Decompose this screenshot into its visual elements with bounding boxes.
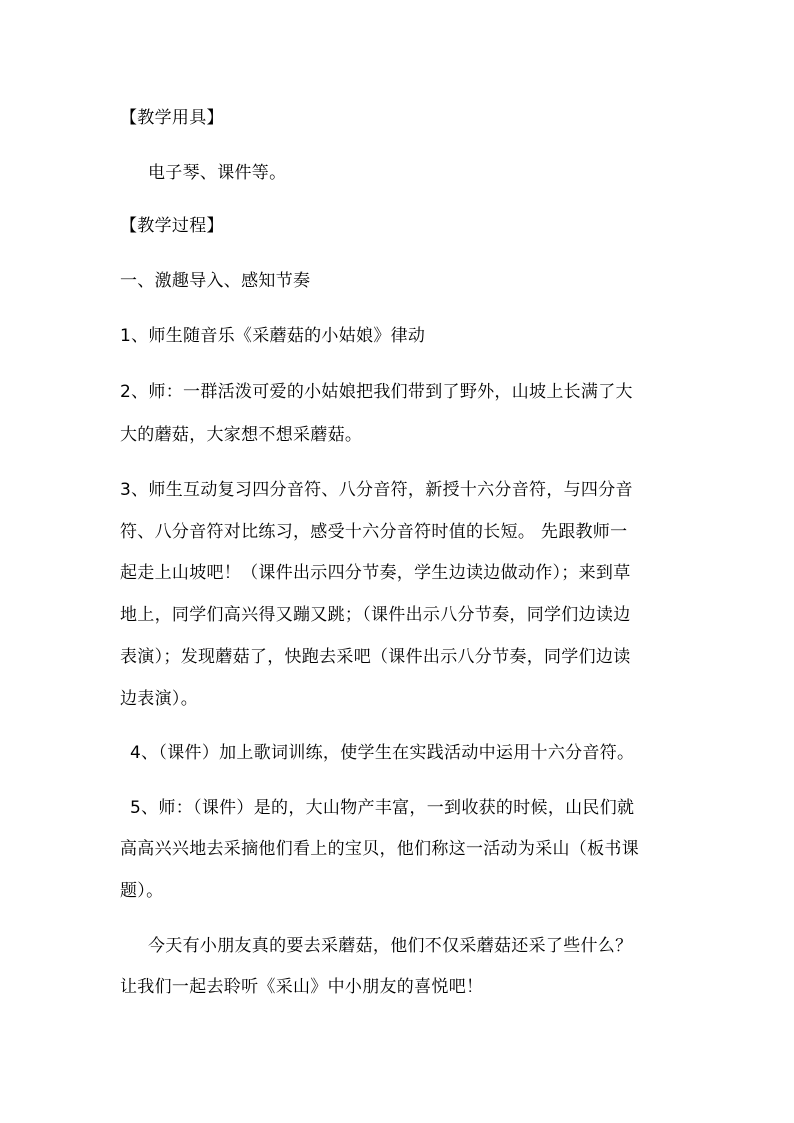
process-item-3-line-3: 起走上山坡吧！（课件出示四分节奏，学生边读边做动作）；来到草 — [120, 563, 631, 583]
heading-teaching-tools: 【教学用具】 — [120, 108, 224, 128]
section-one-title: 一、激趣导入、感知节奏 — [120, 271, 311, 291]
process-item-2-line-1: 2、师：一群活泼可爱的小姑娘把我们带到了野外，山坡上长满了大 — [120, 382, 633, 402]
process-item-3-line-1: 3、师生互动复习四分音符、八分音符，新授十六分音符，与四分音 — [120, 480, 633, 500]
process-item-3-line-2: 符、八分音符对比练习，感受十六分音符时值的长短。 先跟教师一 — [120, 522, 628, 542]
process-item-4: 4、（课件）加上歌词训练，使学生在实践活动中运用十六分音符。 — [130, 743, 635, 763]
process-item-5-line-1: 5、师：（课件）是的，大山物产丰富，一到收获的时候，山民们就 — [130, 798, 635, 818]
process-item-3-line-5: 表演）；发现蘑菇了，快跑去采吧（课件出示八分节奏，同学们边读 — [120, 647, 631, 667]
closing-paragraph-line-1: 今天有小朋友真的要去采蘑菇，他们不仅采蘑菇还采了些什么？ — [148, 936, 633, 956]
process-item-5-line-3: 题）。 — [120, 881, 164, 901]
closing-paragraph-line-2: 让我们一起去聆听《采山》中小朋友的喜悦吧！ — [120, 977, 484, 997]
process-item-2-line-2: 大的蘑菇，大家想不想采蘑菇。 — [120, 425, 363, 445]
heading-teaching-process: 【教学过程】 — [120, 216, 224, 236]
teaching-tools-text: 电子琴、课件等。 — [148, 163, 287, 183]
process-item-3-line-4: 地上，同学们高兴得又蹦又跳；（课件出示八分节奏，同学们边读边 — [120, 605, 631, 625]
process-item-1: 1、师生随音乐《采蘑菇的小姑娘》律动 — [120, 326, 426, 346]
process-item-5-line-2: 高高兴兴地去采摘他们看上的宝贝，他们称这一活动为采山（板书课 — [120, 839, 639, 859]
process-item-3-line-6: 边表演）。 — [120, 689, 198, 709]
